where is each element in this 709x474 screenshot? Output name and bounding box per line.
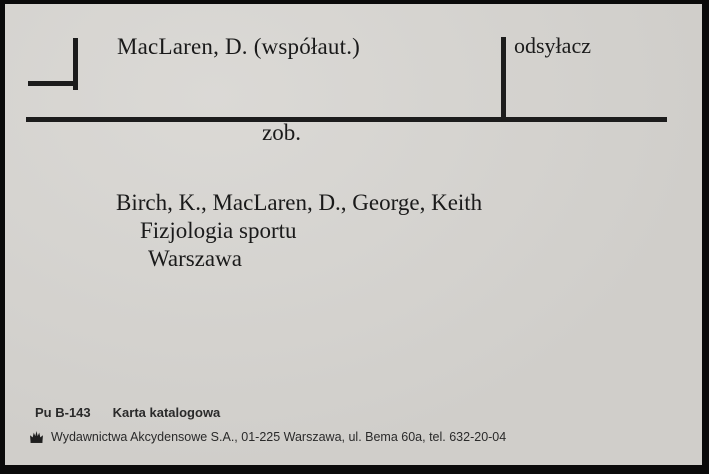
catalog-entry: [116, 189, 482, 273]
reference-type-label: odsyłacz: [514, 33, 591, 58]
publisher-crown-logo-icon: [28, 428, 45, 445]
corner-mark-horizontal: [28, 81, 78, 86]
publisher-imprint-row: [28, 428, 506, 445]
form-name: Karta katalogowa: [112, 405, 221, 420]
form-identification: [35, 405, 220, 420]
card-heading: MacLaren, D. (współaut.): [117, 34, 361, 59]
entry-place: Warszawa: [148, 246, 242, 271]
reference-divider-line: [501, 37, 506, 122]
entry-title: Fizjologia sportu: [140, 218, 297, 243]
entry-authors: Birch, K., MacLaren, D., George, Keith: [116, 190, 483, 215]
form-code: Pu B-143: [35, 405, 91, 420]
catalog-card: [5, 4, 702, 465]
see-reference-label: zob.: [262, 120, 301, 145]
publisher-address-text: Wydawnictwa Akcydensowe S.A., 01-225 Warszawa, ul. Bema 60a, tel. 632-20-04: [51, 429, 507, 444]
main-rule-line: [26, 117, 667, 122]
